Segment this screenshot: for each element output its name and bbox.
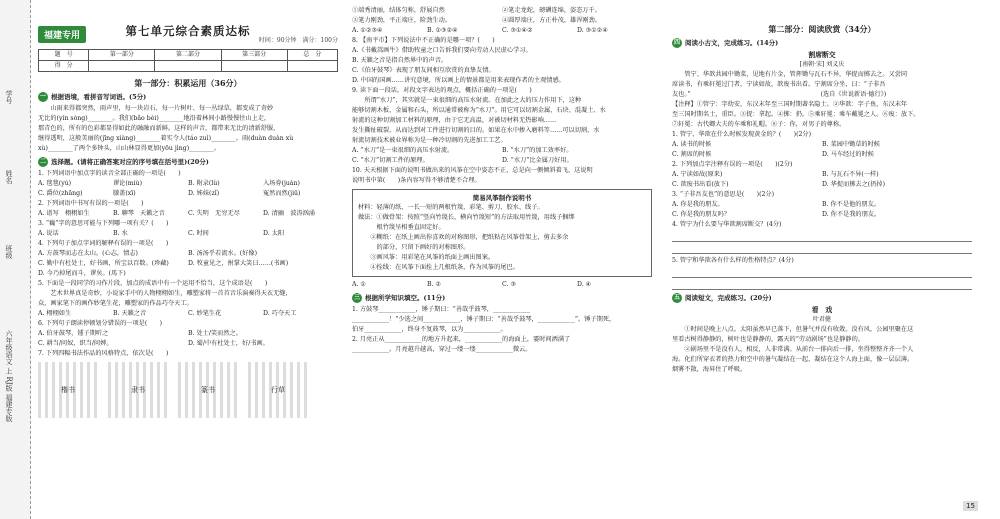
table-cell: 得 分 [39,61,89,72]
options [38,269,338,279]
note-line: 【注释】①管宁：字幼安，东汉末年至三国时期著名隐士。②华歆：字子鱼，东汉末年 [672,101,908,108]
option: D. 姊妹(zǐ) [188,190,220,197]
option: A. ①②③④ [352,27,383,34]
score-input[interactable] [287,61,337,72]
option: D. 巧夺天工 [263,310,297,317]
fill-line: 1. 方鼓琴____________，锤子期曰：“善哉乎鼓琴，____________ [352,306,531,313]
passage-author: [南朝·宋] 刘义庆 [799,61,845,68]
text-line: 所谓“水刀”，其实就是一束很细的高压水射流。在加此之大的压力作用下，这种 [352,97,582,104]
option: B. 天籁之音 [113,310,147,317]
box-title: 简易风筝制作说明书 [472,194,532,202]
option: 谬论(miù) [113,180,143,187]
part1-heading: 第一部分：积累运用（36分） [134,78,242,88]
option: C. 耕当/问奴，织当/问婢。 [38,340,113,347]
option: C.《伯牙鼓琴》表现了朋友间相互欣赏的真挚友情。 [352,67,495,74]
text-line: 无比的(yín sòng)________。我们(bǎo bèi)________地沿着林间小路慢慢往山上走， [38,115,271,122]
option: ④圆厚端庄，方正朴茂，雄浑刚劲。 [502,17,601,24]
text-line: 烟雾不散，海昇住了呼吸。 [672,366,747,373]
fill-line: ____________。月亮越升越高，穿过一缕一缕____________微云。 [352,346,532,353]
text-line: 众，画家笔下的画作妙笔生花，雕塑家的作品巧夺天工。 [38,300,193,307]
right-column [672,22,972,375]
text-line: ②糊纸：在纸上画出你喜欢的对称图形，把纸粘在风筝骨架上，剪去多余 [358,234,569,241]
calligraphy-image: 隶书 [108,362,168,418]
option: D. 华捉而掷去之(扔掉) [822,181,886,188]
score-input[interactable] [221,61,287,72]
note-line: ⑦轩冕：古代卿大夫的车乘和礼帽。⑧子：你，对男子的尊称。 [672,121,846,128]
binding-margin [0,0,31,519]
option: D. “水刀”比金属刀好用。 [502,157,573,164]
question: 5. 管宁和华歆各有什么样的性格特点？(4分) [672,257,794,264]
essay-title: 看 戏 [811,306,833,314]
question: 5. 下面是一段同学的习作片段，加点的成语中有一个运用不恰当，这个成语是( ) [38,280,268,287]
option: C. 割席的时候 [672,151,712,158]
option: A. 伯牙鼓琴，锺子期听之 [38,330,109,337]
options [38,259,338,269]
answer-line[interactable] [672,268,972,278]
question: 1. 管宁、华歆在什么时候发现黄金的？( )(2分) [672,131,812,138]
answer-line[interactable] [672,232,972,242]
option: B. 聊琴 天籁之音 [113,210,165,217]
section-title: 阅读小古文，完成练习。(14分) [685,39,779,47]
option: B. 附录(lù) [188,180,220,187]
fill-line: ____________！”少选之间____________，锤子期曰：“善哉乎鼓琴，____________”。锤子期死， [352,316,616,323]
question: 2. 下列词语中书写有误的一项是( ) [38,200,144,207]
option: D. 你不是我的朋友。 [822,211,881,218]
exam-meta: 时间：90分钟 满分：100分 [258,37,338,44]
options [672,180,972,190]
option: C. 爵位(zhāng) [38,190,83,197]
passage-title: 割席断交 [808,51,836,59]
option: C. 你是我的朋友吗？ [672,211,730,218]
table-cell: 第一部分 [89,50,155,61]
spine-student-id: 学号 [5,90,13,104]
table-cell: 第二部分 [155,50,221,61]
text-line: 射流的这种切割加工材料的原理，由于它无高温，对被切材料无热影响…… [352,117,557,124]
question: 4. 管宁为什么要与华歆割席断交？(4分) [672,221,782,228]
option: C. 时间 [188,230,209,237]
text-line: 山雨来得都突然，雨声里，每一块岩石、每一片树叶、每一丛绿草，都变成了奇妙 [38,105,274,112]
section-number: 五 [673,294,680,301]
region-badge: 福建专用 [38,26,86,43]
options [352,26,652,36]
options [38,339,338,349]
options [352,16,652,26]
option: C. 勤中有杜处士，好书画，所宝以百数。(珍藏) [38,260,169,267]
section-heading [352,293,652,303]
text-line: 海。化们所穿衣者的热力和空中的暑气凝结在一起，凝结在这个人海上面，像一层层薄。 [672,356,914,363]
section-heading [672,38,972,48]
option: C. ③①④② [502,27,533,34]
table-cell: 总 分 [287,50,337,61]
section-title: 根据语境，看拼音写词语。(5分) [51,93,147,101]
option: 膝盖(xī) [113,190,136,197]
text-line: ④拴线：在风筝下面拴上几根纸条，作为风筝的尾巴。 [358,264,519,271]
option: ①端秀清丽，结体匀称，舒展自然 [352,7,445,14]
part2-heading: 第二部分：阅读欣赏（34分） [768,24,876,34]
text-line: 材料：轻薄的纸、一长一短的两根竹篾、彩笔、剪刀、胶水、线子。 [358,204,544,211]
options [38,179,338,189]
option: B. 菜园中锄草的时候 [822,141,880,148]
text-line: 里看古树得静静的，树叶也是静静的，露天的“劳动剧场”也是静静的。 [672,336,864,343]
text-line: 根竹篾呈相垂直固定好。 [358,224,445,231]
section-heading [672,293,972,303]
spine-class: 班级 [5,245,13,259]
option: D. ③①②④ [577,27,608,34]
option: D. 中国的国画……讲究意境，所以画上的情景都是用来表现作者的主观情感。 [352,77,565,84]
page-number: 15 [963,501,978,511]
option: A. 你是我的朋友。 [672,201,724,208]
options [38,209,338,219]
text-line: 艺术世界真是奇妙，小说家手中的人物栩栩如生，雕塑家将一首首音乐演奏得天衣无缝， [38,290,292,297]
kite-instructions-box [352,189,652,277]
section-title: 阅读短文，完成练习。(20分) [685,294,772,302]
page-title: 第七单元综合素质达标 [125,24,251,38]
option: D. 清幽 波涛汹涌 [263,210,315,217]
option: A. 毯毯(yú) [38,180,72,187]
question: 1. 下列词语中加点字的读音全部正确的一项是( ) [38,170,181,177]
option: D. 太阳 [263,230,285,237]
section-number: 二 [39,158,46,165]
options [38,329,338,339]
option: D. 蜀/中有杜处士，好/书画。 [188,340,269,347]
option: D. ④ [577,281,592,288]
text-line: ②剧场里不是没有人，相反，人非常满。从前台一排向后一排，坐得整整齐齐一个人 [672,346,914,353]
text-line: 发生撕扯破裂，从而达到对工件进行切割的目的。如果在水中掺入磨料等……可以切割，水 [352,127,600,134]
option: A. 读书的时候 [672,141,712,148]
option: B. ② [427,281,442,288]
table-cell: 题 号 [39,50,89,61]
option: C. 失明 无穷无尽 [188,210,240,217]
table-cell: 第三部分 [221,50,287,61]
answer-line[interactable] [672,244,972,254]
text-line: xù)________了两个多钟头，山山林显得更加(yōu jìng)________。 [38,145,221,152]
options [672,140,972,150]
option: C. “水刀”切割工件的原理。 [352,157,429,164]
section-heading [38,157,338,167]
options [672,210,972,220]
option: C. 妙笔生花 [188,310,222,317]
section-title: 选择题。(请将正确答案对应的序号填在括号里)(20分) [51,158,209,166]
options [672,170,972,180]
option: B. 与瓦石不异(一样) [822,171,879,178]
score-input[interactable] [155,61,221,72]
option: B. 处士/笑而然之。 [188,330,242,337]
section-number: 三 [353,294,360,301]
option: A. 宁读如故(原来) [672,171,723,178]
option: A. 谱写 栩栩如生 [38,210,90,217]
question: 4. 下列句子加点字词的解释有误的一项是( ) [38,240,169,247]
option: B. 天籁之音是指自然界中的声音。 [352,57,448,64]
options [352,156,652,166]
text-line: ③画风筝：用彩笔在风筝的纸面上画出图案。 [358,254,495,261]
option: B. “水刀”的加工效率好。 [502,147,573,154]
question: 10. 天天根据下面的说明书做出来的风筝在空中姿态不正，总是向一侧倾斜着飞，这说明 [352,167,593,174]
essay-author: 叶君健 [812,316,831,323]
option: 冤然而然(jiū) [263,190,301,197]
option: B. ①③②④ [427,27,458,34]
option: A.《书戴嵩画牛》借助牧童之口告诉我们要向劳动人民虚心学习。 [352,47,532,54]
option: A. 栩栩如生 [38,310,72,317]
calligraphy-image: 楷书 [38,362,98,418]
option: B. 汤汤乎若流水。(好像) [188,250,257,257]
option: A. 方鼓琴而志在太山。(心志，情志) [38,250,138,257]
score-input[interactable] [89,61,155,72]
option: B. 你不是他的朋友。 [822,201,880,208]
section-number: 四 [673,39,680,46]
text-line: 那青色的，所有的色彩都显得如此的融融而新鲜。这样的声音，都带来无比的清新舒服， [38,125,280,132]
option: 入场券(juàn) [263,180,300,187]
section-number: 一 [39,93,46,100]
text-line: 射流切割技术被业界称为是一种冷切割的先进加工工艺。 [352,137,507,144]
option: ③笔力刚劲，平正端庄，险劲生动。 [352,17,451,24]
section-title: 根据所学知识填空。(11分) [365,294,446,302]
option: C. ③ [502,281,516,288]
text-line: 能够切割木板、金属和石头，所以通常被称为“水刀”。用它可以切割金属、石块、混凝土、水 [352,107,606,114]
options [352,146,652,156]
fill-line: 伯牙____________，终身不复鼓琴，以为____________。 [352,326,507,333]
middle-column [352,6,652,355]
spine-name: 姓名 [5,170,13,184]
options [38,229,338,239]
options [672,200,972,210]
calligraphy-image: 篆书 [178,362,238,418]
question: 3. “子非吾友也”的意思是( )(2分) [672,191,775,198]
left-column [38,0,338,418]
text-line: 友也。” (选自《世说新语·德行》) [672,91,887,98]
text-line: 做法：①做骨架：按照“竖向竹篾长，横向竹篾短”的方法取用竹篾，用线子捆绑 [358,214,575,221]
fill-line: 2. 月亮正从____________的地方升起来，____________的海面上，霎时间洒满了 [352,336,571,343]
calligraphy-samples [38,362,338,418]
option: ②笔走龙蛇，磅礴连绵，姿态万千。 [502,7,601,14]
text-line: ①时间是晚上八点。太阳虽然早已落下，但暑气并没有收敛。没有风，公园里聚在这 [672,326,914,333]
text-line: 管宁、华歆共园中锄菜，见地有片金，管挥锄与瓦石不异，华捉而掷去之。又尝同 [672,71,908,78]
question: 6. 下列句子朗读停顿划分错误的一项是( ) [38,320,163,327]
option: A. 说话 [38,230,59,237]
question: 7. 下列四幅书法作品的风格特点，依次是( ) [38,350,169,357]
answer-line[interactable] [672,280,972,290]
options [352,280,652,290]
question: 2. 下列加点字注释有误的一项是( )(2分) [672,161,793,168]
options [38,189,338,199]
option: B. 水 [113,230,128,237]
options [38,249,338,259]
text-line: 继得透明，这般美丽的(jīng xiàng)________着实令人(táo zuì)________。雨(duàn duàn xù [38,135,294,142]
options [672,150,972,160]
text-line: 席读书，有乘轩冕过门者，宁读如故，歆废书出看。宁割席分坐，曰：“子非吾 [672,81,886,88]
score-table [38,49,338,72]
spine-book: 六年级语文 上 RJ版 福建专版 [5,330,13,422]
text-line: 的部分，只留下画好的对称图形。 [358,244,470,251]
option: C. 歆废书出看(放下) [672,181,729,188]
question: 9. 读下面一段话，对段文字表达的观点，概括正确的一项是( ) [352,87,532,94]
section-heading [38,92,338,102]
option: D. 马车经过的时候 [822,151,874,158]
option: A. ① [352,281,366,288]
question: 3. “巍”字的意思可能与下列哪一项有关？( ) [38,220,169,227]
option: D. 今乃掉尾而斗，谬矣。(馬下) [38,270,126,277]
options [352,6,652,16]
question: 8. 【南平市】下列说法中不正确的是哪一项？( ) [352,37,495,44]
options [38,309,338,319]
calligraphy-image: 行草 [248,362,308,418]
option: D. 牧童见之，拊掌大笑曰……(书画) [188,260,289,267]
question: 说明书中第( )条内容写得不够清楚不合理。 [352,177,481,184]
note-line: 至三国时期名士，重臣。③捉：拿起。④掷：扔。⑤乘轩冕：乘车戴冕之人。⑥废：放下。 [672,111,920,118]
option: A. “水刀”是一束很细的高压水射流。 [352,147,454,154]
